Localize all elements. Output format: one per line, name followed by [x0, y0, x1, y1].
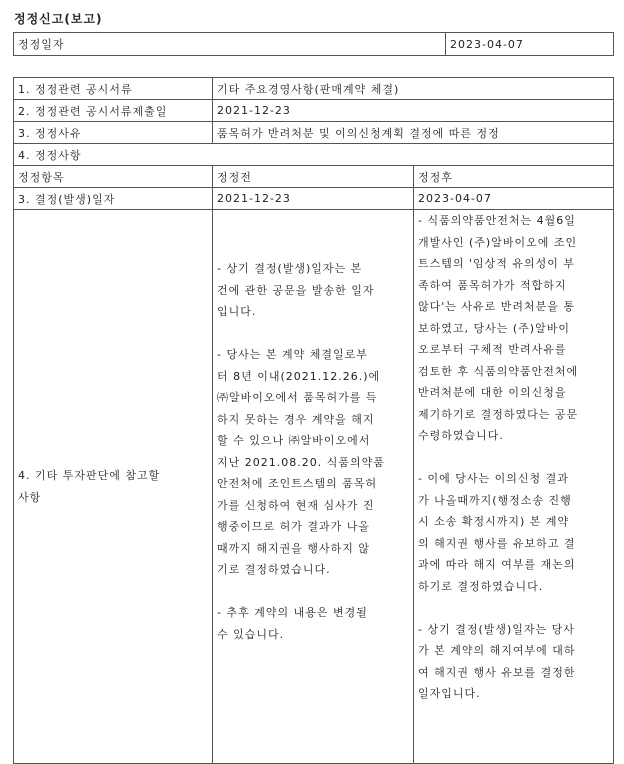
item4-after-text: - 식품의약품안전처는 4월6일 개발사인 (주)알바이오에 조인 트스템의 '임상적 유의성이 부 족하여 품목허가가 적합하지 않다'는 사유로 반려처분을 통 보하였고, 당사는 (주)알바이 오로부터 구체적 반려사유를 검토한 후 식품의약품안전처에 반려처분에 대한 이의신청을 제기하기로 결정하였다는 공문 수령하였습니다. - 이에 당사는 이의신청 결과 가 나올때까지(행정소송 진행 시 소송 확정시까지) 본 계약 의 해지권 행사를 유보하고 결 과에 따라 해지 여부를 재논의 하기로 결정하였습니다. - 상기 결정(발생)일자는 당사 가 본 계약의 해지여부에 대하 여 해지권 행사 유보를 결정한 일자입니다.: [418, 214, 579, 700]
item4-label-text: 4. 기타 투자판단에 참고할 사항: [18, 469, 161, 504]
row-label: 3. 정정사유: [14, 122, 213, 144]
row-value: 2021-12-23: [213, 100, 614, 122]
correction-date-value: 2023-04-07: [446, 33, 614, 56]
item-before: 2021-12-23: [213, 188, 414, 210]
section-title: 4. 정정사항: [14, 144, 614, 166]
column-header-row: [14, 166, 614, 188]
column-header-after: 정정후: [414, 166, 614, 188]
item-label: [14, 210, 213, 764]
item-after: [414, 210, 614, 764]
table-row: [14, 100, 614, 122]
table-row: [14, 210, 614, 764]
item4-before-text: - 상기 결정(발생)일자는 본 건에 관한 공문을 발송한 일자 입니다. - 당사는 본 계약 체결일로부 터 8년 이내(2021.12.26.)에 ㈜알바이오에서 품목허가를 득 하지 못하는 경우 계약을 해지 할 수 있으나 ㈜알바이오에서 지난 2021.08.20. 식품의약품 안전처에 조인트스템의 품목허 가를 신청하여 현재 심사가 진 행중이므로 허가 결과가 나올 때까지 해지권을 행사하지 않 기로 결정하였습니다. - 추후 계약의 내용은 변경될 수 있습니다.: [217, 262, 385, 641]
item-label: 3. 결정(발생)일자: [14, 188, 213, 210]
correction-details-table: [13, 77, 614, 764]
table-row: [14, 122, 614, 144]
row-value: 품목허가 반려처분 및 이의신청계획 결정에 따른 정정: [213, 122, 614, 144]
item-after: 2023-04-07: [414, 188, 614, 210]
table-row: [14, 144, 614, 166]
row-value: 기타 주요경영사항(판매계약 체결): [213, 78, 614, 100]
column-header-item: 정정항목: [14, 166, 213, 188]
item-before: [213, 210, 414, 764]
row-label: 1. 정정관련 공시서류: [14, 78, 213, 100]
table-row: [14, 188, 614, 210]
correction-date-table: [13, 32, 614, 56]
row-label: 2. 정정관련 공시서류제출일: [14, 100, 213, 122]
table-row: [14, 33, 614, 56]
page-title: 정정신고(보고): [14, 12, 103, 26]
correction-date-label: 정정일자: [14, 33, 446, 56]
table-row: [14, 78, 614, 100]
column-header-before: 정정전: [213, 166, 414, 188]
